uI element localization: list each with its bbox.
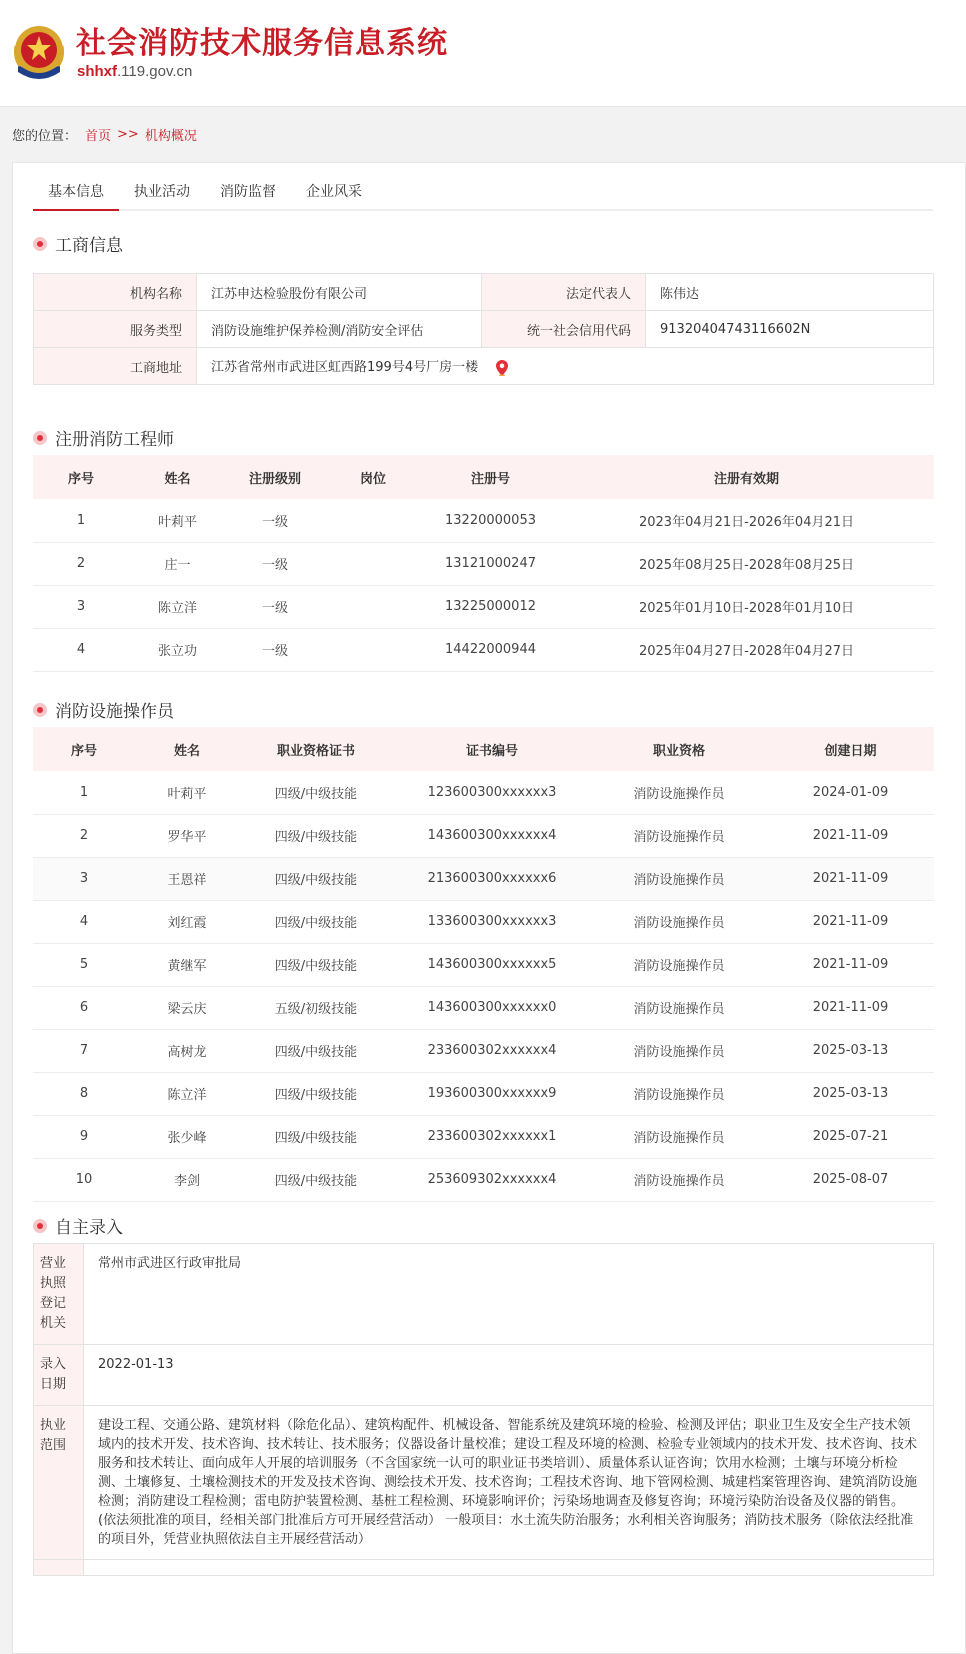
col-header: 序号	[33, 455, 129, 499]
table-cell: 陈立洋	[129, 585, 226, 628]
table-cell: 消防设施操作员	[591, 986, 767, 1029]
table-cell: 一级	[226, 585, 324, 628]
legal-rep-label: 法定代表人	[482, 274, 646, 311]
table-cell: 高树龙	[135, 1029, 239, 1072]
table-cell: 9	[33, 1115, 135, 1158]
tab-bar	[33, 181, 933, 211]
table-cell: 四级/中级技能	[239, 1072, 393, 1115]
table-cell: 143600300xxxxxx0	[393, 986, 591, 1029]
table-cell: 4	[33, 628, 129, 671]
table-cell	[324, 585, 422, 628]
tab-practice-activities[interactable]: 执业活动	[134, 184, 190, 200]
col-header: 证书编号	[393, 727, 591, 771]
table-row	[33, 542, 934, 585]
table-cell: 2025-03-13	[767, 1029, 934, 1072]
col-header: 序号	[33, 727, 135, 771]
col-header: 注册号	[422, 455, 559, 499]
table-cell: 2	[33, 814, 135, 857]
table-cell: 2021-11-09	[767, 857, 934, 900]
table-cell: 14422000944	[422, 628, 559, 671]
legal-rep-value: 陈伟达	[646, 274, 934, 311]
site-title: 社会消防技术服务信息系统	[76, 26, 448, 61]
table-cell: 3	[33, 857, 135, 900]
table-cell: 2025-07-21	[767, 1115, 934, 1158]
credit-code-value: 91320404743116602N	[646, 311, 934, 348]
self-entry-heading	[33, 1213, 123, 1238]
table-row	[33, 1072, 934, 1115]
business-info-table	[33, 273, 934, 385]
table-cell: 8	[33, 1072, 135, 1115]
col-header: 姓名	[135, 727, 239, 771]
table-cell: 消防设施操作员	[591, 1115, 767, 1158]
table-cell: 2024-01-09	[767, 771, 934, 814]
table-row	[33, 771, 934, 814]
table-cell: 四级/中级技能	[239, 1029, 393, 1072]
operators-heading	[33, 697, 174, 722]
engineers-title: 注册消防工程师	[55, 430, 174, 450]
breadcrumb	[0, 107, 966, 162]
table-cell: 2025-08-07	[767, 1158, 934, 1201]
engineers-heading	[33, 425, 174, 450]
table-cell: 13225000012	[422, 585, 559, 628]
table-cell	[324, 628, 422, 671]
table-cell: 李剑	[135, 1158, 239, 1201]
table-cell: 四级/中级技能	[239, 1158, 393, 1201]
section-bullet-icon	[33, 431, 47, 445]
table-cell: 一级	[226, 499, 324, 542]
table-cell: 一级	[226, 628, 324, 671]
table-cell: 叶莉平	[135, 771, 239, 814]
table-cell: 消防设施操作员	[591, 943, 767, 986]
table-cell	[324, 542, 422, 585]
reg-authority-value: 常州市武进区行政审批局	[84, 1244, 934, 1345]
table-cell: 3	[33, 585, 129, 628]
site-domain[interactable]	[77, 63, 192, 80]
table-cell: 2021-11-09	[767, 943, 934, 986]
table-cell: 10	[33, 1158, 135, 1201]
table-cell	[324, 499, 422, 542]
table-cell: 刘红霞	[135, 900, 239, 943]
table-cell: 四级/中级技能	[239, 1115, 393, 1158]
table-row	[33, 814, 934, 857]
table-cell: 四级/中级技能	[239, 943, 393, 986]
table-row	[33, 943, 934, 986]
table-cell: 2	[33, 542, 129, 585]
spacer-cell	[34, 1560, 84, 1576]
table-cell: 2021-11-09	[767, 814, 934, 857]
table-row	[33, 900, 934, 943]
table-cell: 233600302xxxxxx1	[393, 1115, 591, 1158]
table-row	[33, 1158, 934, 1201]
table-cell: 四级/中级技能	[239, 814, 393, 857]
table-cell: 叶莉平	[129, 499, 226, 542]
table-cell: 13220000053	[422, 499, 559, 542]
site-domain-prefix: shhxf	[77, 63, 118, 80]
entry-date-value: 2022-01-13	[84, 1345, 934, 1406]
scope-value: 建设工程、交通公路、建筑材料（除危化品）、建筑构配件、机械设备、智能系统及建筑环境的检验、检测及评估；职业卫生及安全生产技术领域内的技术开发、技术咨询、技术转让、技术服务；仪器设备计量校准；建设工程及环境的检测、检验专业领域内的技术开发、技术咨询、技术服务和技术转让、面向成年人开展的培训服务（不含国家统一认可的职业证书类培训）、质量体系认证咨询；饮用水检测；土壤与环境分析检测、土壤修复、土壤检测技术的开发及技术咨询、测绘技术开发、技术咨询；工程技术咨询、地下管网检测、城建档案管理咨询、建筑消防设施检测；消防建设工程检测；雷电防护装置检测、基桩工程检测、环境影响评价；污染场地调查及修复咨询；环境污染防治设备及仪器的销售。(依法须批准的项目，经相关部门批准后方可开展经营活动） 一般项目：水土流失防治服务；水利相关咨询服务；消防技术服务（除依法经批准的项目外，凭营业执照依法自主开展经营活动）	[84, 1406, 934, 1560]
table-cell: 2025-03-13	[767, 1072, 934, 1115]
table-cell: 消防设施操作员	[591, 814, 767, 857]
table-cell: 张少峰	[135, 1115, 239, 1158]
table-row	[33, 857, 934, 900]
table-cell: 一级	[226, 542, 324, 585]
table-cell: 193600300xxxxxx9	[393, 1072, 591, 1115]
table-cell: 四级/中级技能	[239, 857, 393, 900]
table-cell: 2023年04月21日-2026年04月21日	[559, 499, 934, 542]
business-info-title: 工商信息	[55, 236, 123, 256]
spacer-cell	[84, 1560, 934, 1576]
table-row	[33, 986, 934, 1029]
tab-company-style[interactable]: 企业风采	[306, 184, 362, 200]
table-cell: 213600300xxxxxx6	[393, 857, 591, 900]
operators-title: 消防设施操作员	[55, 702, 174, 722]
entry-date-label: 录入日期	[34, 1345, 84, 1406]
table-cell: 4	[33, 900, 135, 943]
table-cell: 消防设施操作员	[591, 1072, 767, 1115]
service-type-label: 服务类型	[34, 311, 197, 348]
org-detail-panel	[12, 162, 966, 1654]
table-cell: 233600302xxxxxx4	[393, 1029, 591, 1072]
section-bullet-icon	[33, 1219, 47, 1233]
table-cell: 消防设施操作员	[591, 857, 767, 900]
table-cell: 5	[33, 943, 135, 986]
table-cell: 消防设施操作员	[591, 1158, 767, 1201]
table-cell: 罗华平	[135, 814, 239, 857]
breadcrumb-label: 您的位置：	[12, 129, 78, 144]
table-cell: 四级/中级技能	[239, 771, 393, 814]
table-cell: 1	[33, 499, 129, 542]
table-row	[33, 628, 934, 671]
table-cell: 陈立洋	[135, 1072, 239, 1115]
table-cell: 王恩祥	[135, 857, 239, 900]
address-cell	[197, 348, 934, 385]
col-header: 注册级别	[226, 455, 324, 499]
section-bullet-icon	[33, 703, 47, 717]
breadcrumb-separator: >>	[117, 127, 139, 142]
col-header: 姓名	[129, 455, 226, 499]
table-row	[33, 1029, 934, 1072]
col-header: 职业资格证书	[239, 727, 393, 771]
table-cell: 1	[33, 771, 135, 814]
table-cell: 123600300xxxxxx3	[393, 771, 591, 814]
service-type-value: 消防设施维护保养检测/消防安全评估	[197, 311, 482, 348]
site-domain-rest: .119.gov.cn	[117, 63, 193, 80]
col-header: 岗位	[324, 455, 422, 499]
table-cell: 五级/初级技能	[239, 986, 393, 1029]
table-row	[33, 499, 934, 542]
table-cell: 四级/中级技能	[239, 900, 393, 943]
scope-label: 执业范围	[34, 1406, 84, 1560]
table-cell: 2025年01月10日-2028年01月10日	[559, 585, 934, 628]
table-cell: 消防设施操作员	[591, 771, 767, 814]
table-cell: 2025年08月25日-2028年08月25日	[559, 542, 934, 585]
table-cell: 消防设施操作员	[591, 900, 767, 943]
col-header: 注册有效期	[559, 455, 934, 499]
table-cell: 6	[33, 986, 135, 1029]
table-row	[33, 585, 934, 628]
table-cell: 消防设施操作员	[591, 1029, 767, 1072]
address-value: 江苏省常州市武进区虹西路199号4号厂房一楼	[211, 360, 479, 376]
table-row	[33, 1115, 934, 1158]
credit-code-label: 统一社会信用代码	[482, 311, 646, 348]
business-info-heading	[33, 231, 123, 256]
tab-basic-info[interactable]: 基本信息	[33, 181, 119, 211]
table-cell: 2025年04月27日-2028年04月27日	[559, 628, 934, 671]
table-cell: 253609302xxxxxx4	[393, 1158, 591, 1201]
address-label: 工商地址	[34, 348, 197, 385]
table-cell: 2021-11-09	[767, 900, 934, 943]
table-cell: 张立功	[129, 628, 226, 671]
fire-rescue-emblem-icon	[12, 24, 66, 80]
org-name-value: 江苏申达检验股份有限公司	[197, 274, 482, 311]
table-cell: 143600300xxxxxx5	[393, 943, 591, 986]
breadcrumb-home-link[interactable]: 首页	[85, 129, 112, 144]
site-header	[0, 0, 966, 107]
section-bullet-icon	[33, 237, 47, 251]
table-cell: 7	[33, 1029, 135, 1072]
col-header: 职业资格	[591, 727, 767, 771]
table-cell: 13121000247	[422, 542, 559, 585]
org-name-label: 机构名称	[34, 274, 197, 311]
tab-fire-supervision[interactable]: 消防监督	[220, 184, 276, 200]
table-cell: 2021-11-09	[767, 986, 934, 1029]
table-cell: 庄一	[129, 542, 226, 585]
self-entry-title: 自主录入	[55, 1218, 123, 1238]
map-pin-icon[interactable]	[496, 360, 508, 376]
table-cell: 143600300xxxxxx4	[393, 814, 591, 857]
table-cell: 133600300xxxxxx3	[393, 900, 591, 943]
engineers-table	[33, 455, 934, 672]
breadcrumb-current[interactable]: 机构概况	[144, 129, 197, 144]
table-cell: 梁云庆	[135, 986, 239, 1029]
reg-authority-label: 营业执照登记机关	[34, 1244, 84, 1345]
col-header: 创建日期	[767, 727, 934, 771]
self-entry-table	[33, 1243, 934, 1576]
table-cell: 黄继军	[135, 943, 239, 986]
operators-table	[33, 727, 934, 1202]
